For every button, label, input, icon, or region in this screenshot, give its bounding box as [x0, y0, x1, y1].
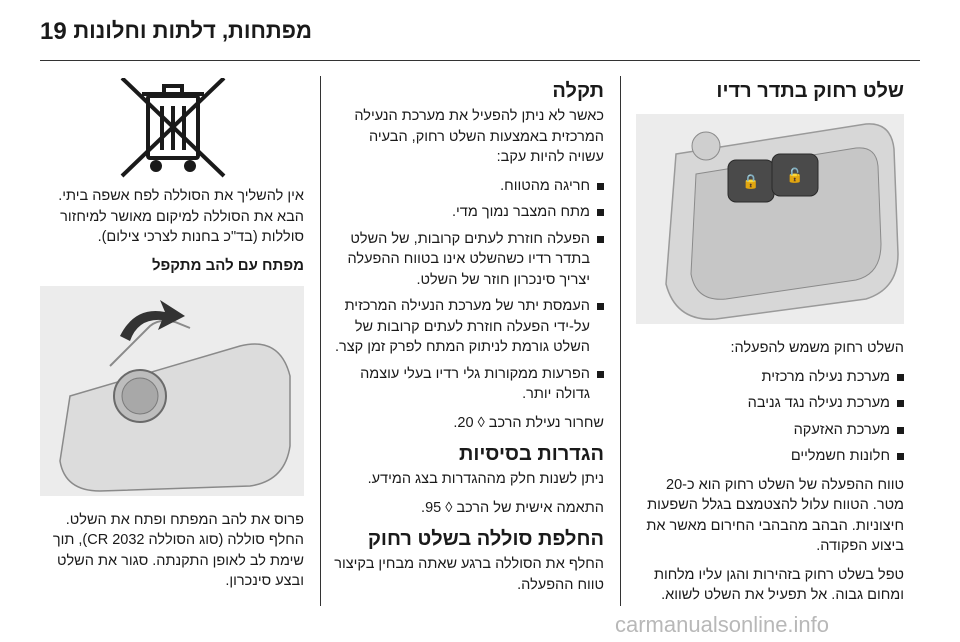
- column-divider: [620, 76, 621, 606]
- column-battery: [40, 78, 304, 600]
- remote-key-illustration: [636, 114, 904, 324]
- disposal-paragraph: אין להשליך את הסוללה לפח אשפה ביתי. הבא את הסוללה למיקום מאושר למיחזור סוללות (בד"כ בחנות לצרכי צילום).: [58, 188, 304, 245]
- page-number: 19: [40, 18, 67, 45]
- subsection-heading: מפתח עם להב מתקפל: [151, 256, 304, 274]
- column-divider: [320, 76, 321, 606]
- unlock-icon: 🔓: [786, 167, 804, 183]
- header-divider: [40, 60, 920, 61]
- lock-icon: 🔒: [742, 173, 760, 189]
- list-item: חלונות חשמליים: [636, 446, 904, 467]
- list-item: העמסת יתר של מערכת הנעילה המרכזית על-ידי הפעלה חוזרת לעתים קרובות של השלט גורמת לניתוק המתח לפרק זמן קצר.: [332, 296, 604, 358]
- battery-replacement-illustration: [40, 286, 304, 496]
- list-item: הפעלה חוזרת לעתים קרובות, של השלט בתדר רדיו כשהשלט אינו בטווח ההפעלה יצריך סינכרון חוזר של השלט.: [332, 229, 604, 291]
- battery-replacement-figure: [40, 286, 304, 496]
- page-header: [0, 0, 960, 60]
- care-paragraph: טפל בשלט רחוק בזהירות והגן עליו מלחות ומחום גבוה. אל תפעיל את השלט לשווא.: [653, 566, 904, 603]
- intro-text: כאשר לא ניתן להפעיל את מערכת הנעילה המרכזית באמצעות השלט רחוק, הבעיה עשויה להיות עקב:: [354, 108, 604, 165]
- function-list: [636, 367, 904, 467]
- no-bin-figure: [40, 78, 304, 178]
- replacement-paragraph: פרוס את להב המפתח ופתח את השלט. החלף סוללה (סוג הסוללה CR 2032), תוך שימת לב לאופן התקנתה. סגור את השלט ובצע סינכרון.: [52, 511, 304, 589]
- page-reference[interactable]: שחרור נעילת הרכב ◊ 20.: [453, 414, 604, 431]
- list-item: חריגה מהטווח.: [332, 176, 604, 197]
- section-heading: הגדרות בסיסיות: [459, 443, 604, 465]
- intro-text: השלט רחוק משמש להפעלה:: [730, 340, 904, 356]
- section-heading: שלט רחוק בתדר רדיו: [716, 80, 904, 102]
- section-heading: תקלה: [552, 80, 604, 102]
- remote-key-figure: [636, 114, 904, 324]
- list-item: מערכת האזעקה: [636, 420, 904, 441]
- watermark: carmanualsonline.info: [615, 612, 830, 637]
- page-title: מפתחות, דלתות וחלונות: [73, 18, 312, 43]
- range-paragraph: טווח ההפעלה של השלט רחוק הוא כ-20 מטר. הטווח עלול להצטמצם בגלל השפעות חיצוניות. הבהב מהבהבי החירום מאשר את ביצוע הפקודה.: [646, 476, 904, 554]
- list-item: מתח המצבר נמוך מדי.: [332, 202, 604, 223]
- list-item: הפרעות ממקורות גלי רדיו בעלי עוצמה גדולה יותר.: [332, 364, 604, 405]
- settings-paragraph: ניתן לשנות חלק מההגדרות בצג המידע.: [367, 471, 604, 487]
- section-heading: החלפת סוללה בשלט רחוק: [367, 528, 604, 550]
- list-item: מערכת נעילה מרכזית: [636, 367, 904, 388]
- page-reference[interactable]: התאמה אישית של הרכב ◊ 95.: [421, 499, 604, 516]
- battery-paragraph: החלף את הסוללה ברגע שאתה מבחין בקיצור טווח ההפעלה.: [334, 556, 604, 593]
- column-remote-control: [636, 78, 904, 614]
- crossed-bin-icon: [40, 78, 304, 178]
- fault-list: [332, 176, 604, 405]
- list-item: מערכת נעילה נגד גניבה: [636, 393, 904, 414]
- column-troubleshooting: [332, 78, 604, 603]
